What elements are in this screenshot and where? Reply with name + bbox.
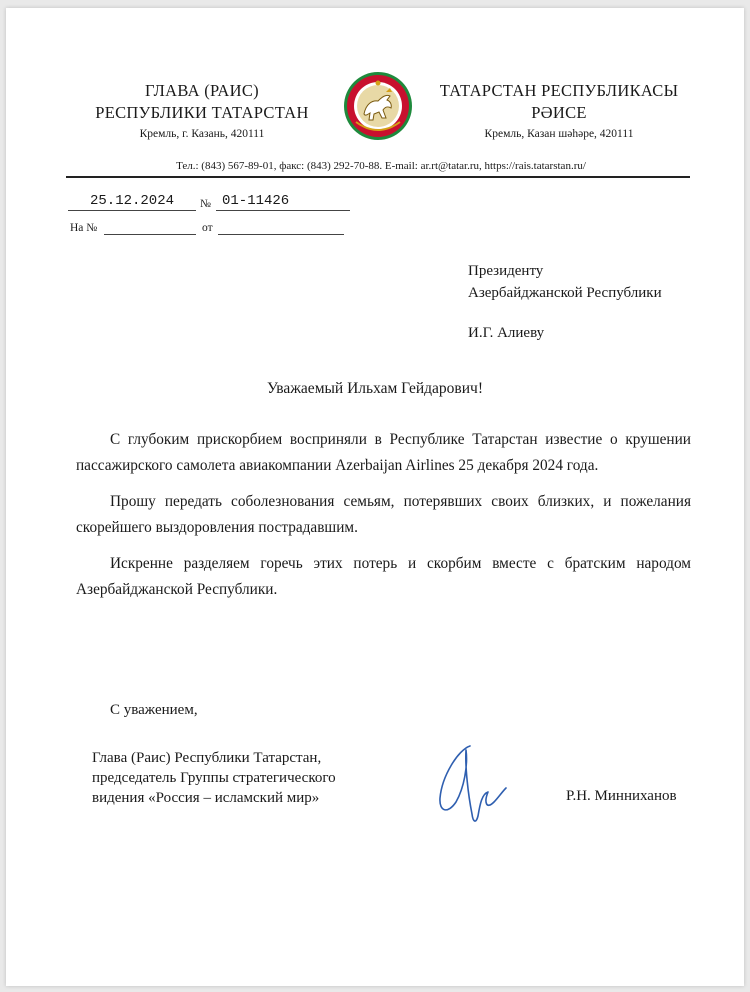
letter-body [76,427,691,603]
header-right-address: Кремль, Казан шәһәре, 420111 [484,128,634,140]
tatarstan-emblem-icon [342,70,414,142]
letter-paragraph: Искренне разделяем горечь этих потерь и скорбим вместе с братским народом Азербайджанской Республики. [76,555,691,598]
registration-number-label: № [200,198,211,210]
signatory-title [92,748,336,808]
reference-from-label: от [202,222,213,234]
registration-number: 01-11426 [216,192,350,211]
signatory-title-line3: видения «Россия – исламский мир» [92,790,320,806]
header-right-title-line1: ТАТАРСТАН РЕСПУБЛИКАСЫ [439,81,679,100]
header-right-title-line2: РӘИСЕ [531,103,587,122]
header-left [72,80,332,142]
letter-sheet [6,8,744,986]
letter-paragraph: С глубоким прискорбием восприняли в Республике Татарстан известие о крушении пассажирского самолета авиакомпании Azerbaijan Airlines 25 декабря 2024 года. [76,431,691,474]
header-right [424,80,694,142]
header-left-title-line1: ГЛАВА (РАИС) [145,81,259,100]
reference-date-line [218,234,344,235]
letter-paragraph: Прошу передать соболезнования семьям, потерявших своих близких, и пожелания скорейшего выздоровления пострадавшим. [76,493,691,536]
signatory-title-line1: Глава (Раис) Республики Татарстан, [92,750,322,766]
reference-label: На № [70,222,98,234]
recipient-line1: Президенту [468,263,544,279]
header-left-address: Кремль, г. Казань, 420111 [139,128,265,140]
letter-salutation: Уважаемый Ильхам Гейдарович! [267,380,483,397]
registration-date: 25.12.2024 [68,192,196,211]
recipient-name: И.Г. Алиеву [468,325,545,341]
reference-number-line [104,234,196,235]
recipient-line2: Азербайджанской Республики [468,285,662,301]
header-divider [66,176,690,178]
recipient-block [468,260,662,344]
header-left-title-line2: РЕСПУБЛИКИ ТАТАРСТАН [95,103,309,122]
handwritten-signature [418,736,528,836]
header-contacts: Тел.: (843) 567-89-01, факс: (843) 292-70-88. E-mail: ar.rt@tatar.ru, https://rais.tatarstan.ru/ [176,160,586,172]
signatory-name: Р.Н. Минниханов [566,788,677,804]
letter-closing: С уважением, [110,702,198,718]
signatory-title-line2: председатель Группы стратегического [92,770,336,786]
